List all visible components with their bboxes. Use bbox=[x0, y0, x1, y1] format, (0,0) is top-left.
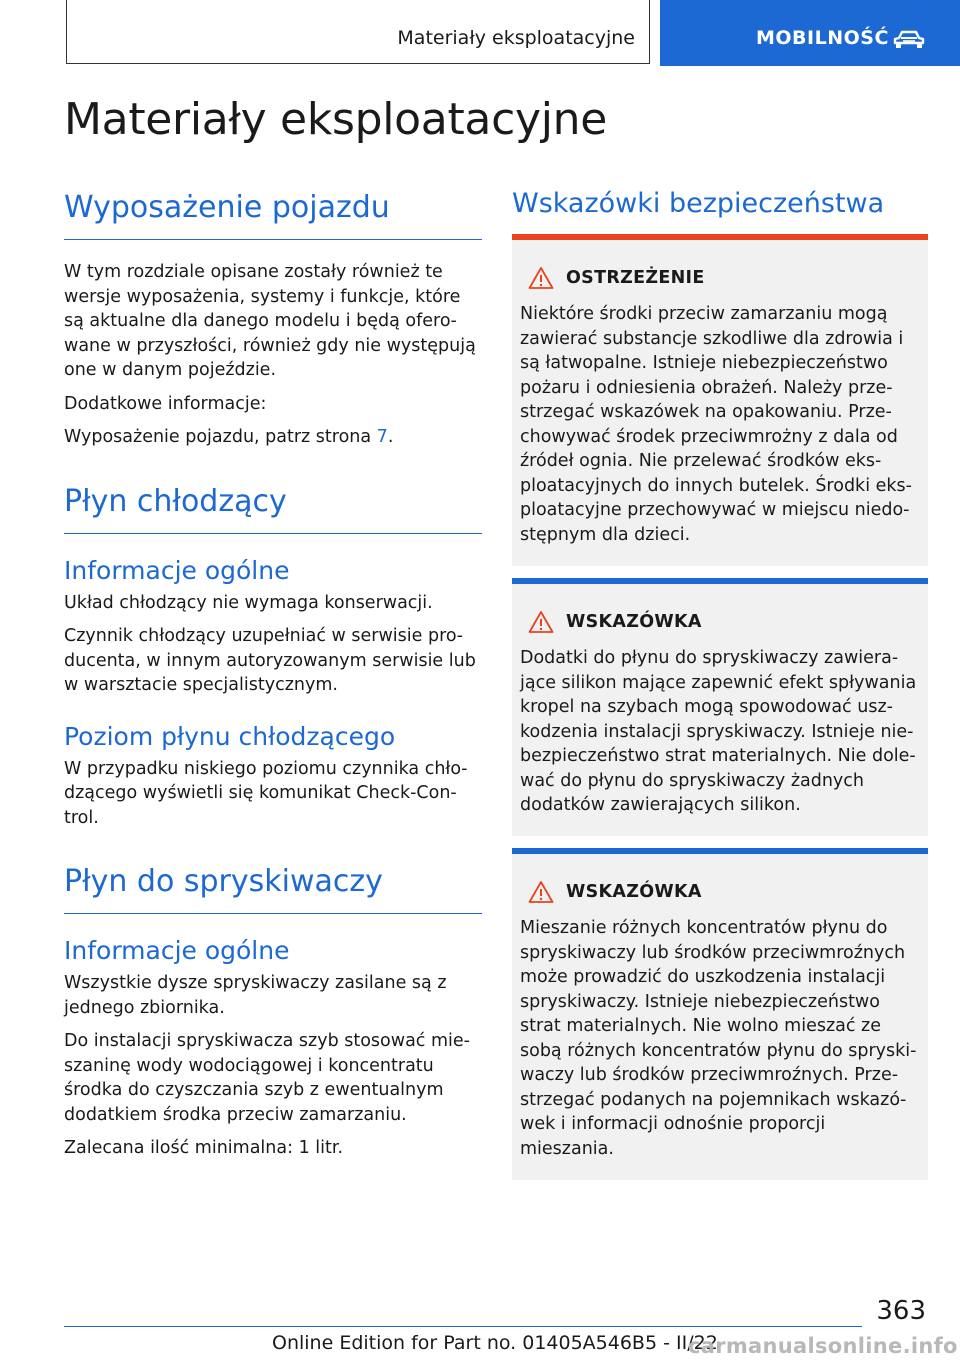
reference-text: Wyposażenie pojazdu, patrz strona bbox=[64, 427, 377, 447]
page-link[interactable]: 7 bbox=[376, 427, 388, 447]
subsection-title: Informacje ogólne bbox=[64, 936, 290, 965]
warning-triangle-icon bbox=[528, 266, 554, 290]
page-number: 363 bbox=[876, 1296, 926, 1326]
notice-header bbox=[520, 610, 928, 634]
subsection-title: Poziom płynu chłodzącego bbox=[64, 721, 396, 751]
notice-triangle-icon bbox=[528, 610, 554, 634]
section-rule bbox=[64, 913, 482, 914]
page-header bbox=[0, 0, 960, 66]
warning-header bbox=[520, 266, 928, 290]
paragraph: Czynnik chłodzący uzupełniać w serwisie producenta, w innym autoryzowanym serwisie lub w warsztacie specjalistycznym. bbox=[64, 626, 476, 695]
notice-box bbox=[512, 578, 928, 836]
header-chapter-title: MOBILNOŚĆ bbox=[756, 27, 889, 49]
section-rule bbox=[64, 239, 482, 240]
notice-label: WSKAZÓWKA bbox=[566, 882, 702, 902]
warning-text: Niektóre środki przeciw zamarzaniu mogą zawierać substancje szkodliwe dla zdrowia i są łatwopalne. Istnieje niebezpieczeństwo pożaru i odniesienia obrażeń. Należy przestrzegać wskazówek na opakowaniu. Przechowywać środek przeciwmrożny z dala od źródeł ognia. Nie przelewać środków eksploatacyjnych do innych butelek. Środki eksploatacyjne przechowywać w miejscu niedostępnym dla dzieci. bbox=[520, 304, 912, 545]
paragraph: W przypadku niskiego poziomu czynnika chłodzącego wyświetli się komunikat Check-Control. bbox=[64, 758, 468, 828]
paragraph-reference bbox=[64, 425, 482, 450]
watermark: carmanualsonline.info bbox=[688, 1334, 958, 1358]
header-section-box bbox=[66, 0, 650, 64]
section-title-equipment: Wyposażenie pojazdu bbox=[64, 190, 390, 225]
paragraph: W tym rozdziale opisane zostały również te wersje wyposażenia, systemy i funkcje, które są aktualne dla danego modelu i będą oferowane w przyszłości, również gdy nie występują one w danym pojeździe. bbox=[64, 262, 476, 380]
notice-text: Mieszanie różnych koncentratów płynu do spryskiwaczy lub środków przeciwmroźnych może prowadzić do uszkodzenia instalacji spryskiwaczy. Istnieje niebezpieczeństwo strat materialnych. Nie wolno mieszać ze sobą różnych koncentratów płynu do spryskiwaczy lub środków przeciwmroźnych. Przestrzegać podanych na pojemnikach wskazówek i informacji odnośnie proporcji mieszania. bbox=[520, 918, 917, 1159]
notice-header bbox=[520, 880, 928, 904]
paragraph: Wszystkie dysze spryskiwaczy zasilane są z jednego zbiornika. bbox=[64, 973, 447, 1018]
section-title-washer-fluid: Płyn do spryskiwaczy bbox=[64, 864, 383, 899]
notice-text: Dodatki do płynu do spryskiwaczy zawierające silikon mające zapewnić efekt spływania kropel na szybach mogą spowodować uszkodzenia instalacji spryskiwaczy. Istnieje niebezpieczeństwo strat materialnych. Nie dolewać do płynu do spryskiwaczy żadnych dodatków zawierających silikon. bbox=[520, 648, 917, 815]
subsection-title: Informacje ogólne bbox=[64, 555, 290, 585]
notice-bar bbox=[512, 848, 928, 854]
notice-label: WSKAZÓWKA bbox=[566, 612, 702, 632]
footer-rule bbox=[64, 1326, 862, 1327]
paragraph: Zalecana ilość minimalna: 1 litr. bbox=[64, 1138, 344, 1158]
warning-box bbox=[512, 234, 928, 566]
paragraph: Do instalacji spryskiwacza szyb stosować mieszaninę wody wodociągowej i koncentratu środka do czyszczania szyb z ewentualnym dodatkiem środka przeciw zamarzaniu. bbox=[64, 1031, 470, 1125]
car-icon bbox=[892, 30, 926, 50]
left-column bbox=[64, 190, 482, 1161]
reference-end: . bbox=[387, 427, 394, 447]
section-title-safety: Wskazówki bezpieczeństwa bbox=[512, 188, 885, 219]
warning-label: OSTRZEŻENIE bbox=[566, 268, 705, 288]
section-rule bbox=[64, 533, 482, 534]
notice-box bbox=[512, 848, 928, 1180]
section-title-coolant: Płyn chłodzący bbox=[64, 483, 287, 519]
header-chapter-tab[interactable] bbox=[660, 0, 960, 66]
page-title: Materiały eksploatacyjne bbox=[64, 94, 607, 145]
edition-info: Online Edition for Part no. 01405A546B5 - II/22 bbox=[272, 1332, 718, 1354]
header-section-title: Materiały eksploatacyjne bbox=[397, 27, 635, 49]
warning-bar bbox=[512, 234, 928, 240]
paragraph: Układ chłodzący nie wymaga konserwacji. bbox=[64, 592, 433, 613]
notice-bar bbox=[512, 578, 928, 584]
right-column bbox=[512, 188, 928, 219]
paragraph: Dodatkowe informacje: bbox=[64, 393, 267, 414]
notice-triangle-icon bbox=[528, 880, 554, 904]
